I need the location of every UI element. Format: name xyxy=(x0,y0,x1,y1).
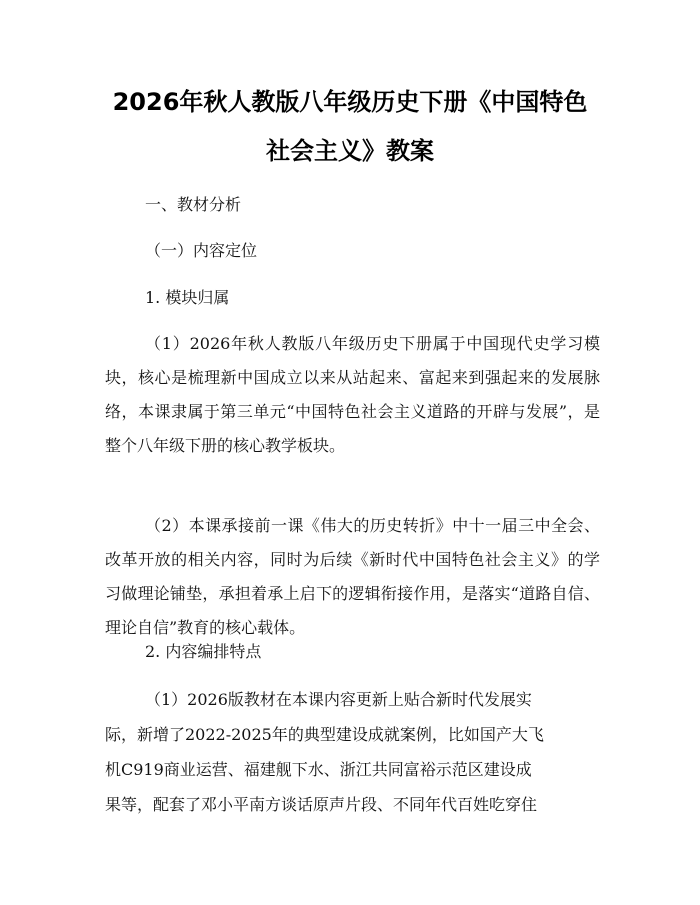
item-heading-module-belonging: 1. 模块归属 xyxy=(145,288,230,307)
document-title-line-2: 社会主义》教案 xyxy=(266,137,434,165)
document-title-line-1: 2026年秋人教版八年级历史下册《中国特色 xyxy=(112,88,588,116)
paragraph-line: 际，新增了2022-2025年的典型建设成就案例，比如国产大飞 xyxy=(105,725,544,744)
section-heading-textbook-analysis: 一、教材分析 xyxy=(145,195,242,214)
paragraph-line: （1）2026版教材在本课内容更新上贴合新时代发展实 xyxy=(145,690,532,709)
paragraph-lesson-connection: （2）本课承接前一课《伟大的历史转折》中十一届三中全会、改革开放的相关内容，同时为后续《新时代中国特色社会主义》的学习做理论铺垫，承担着承上启下的逻辑衔接作用，是落实“道路自信、理论自信”教育的核心载体。 xyxy=(105,516,600,637)
paragraph-module-belonging: （1）2026年秋人教版八年级历史下册属于中国现代史学习模块，核心是梳理新中国成立以来从站起来、富起来到强起来的发展脉络，本课隶属于第三单元“中国特色社会主义道路的开辟与发展”，是整个八年级下册的核心教学板块。 xyxy=(105,334,600,455)
paragraph-line: 机C919商业运营、福建舰下水、浙江共同富裕示范区建设成 xyxy=(105,760,532,779)
item-heading-content-arrangement: 2. 内容编排特点 xyxy=(145,642,262,661)
subsection-heading-content-positioning: （一）内容定位 xyxy=(145,241,258,260)
paragraph-line: 果等，配套了邓小平南方谈话原声片段、不同年代百姓吃穿住 xyxy=(105,795,538,814)
